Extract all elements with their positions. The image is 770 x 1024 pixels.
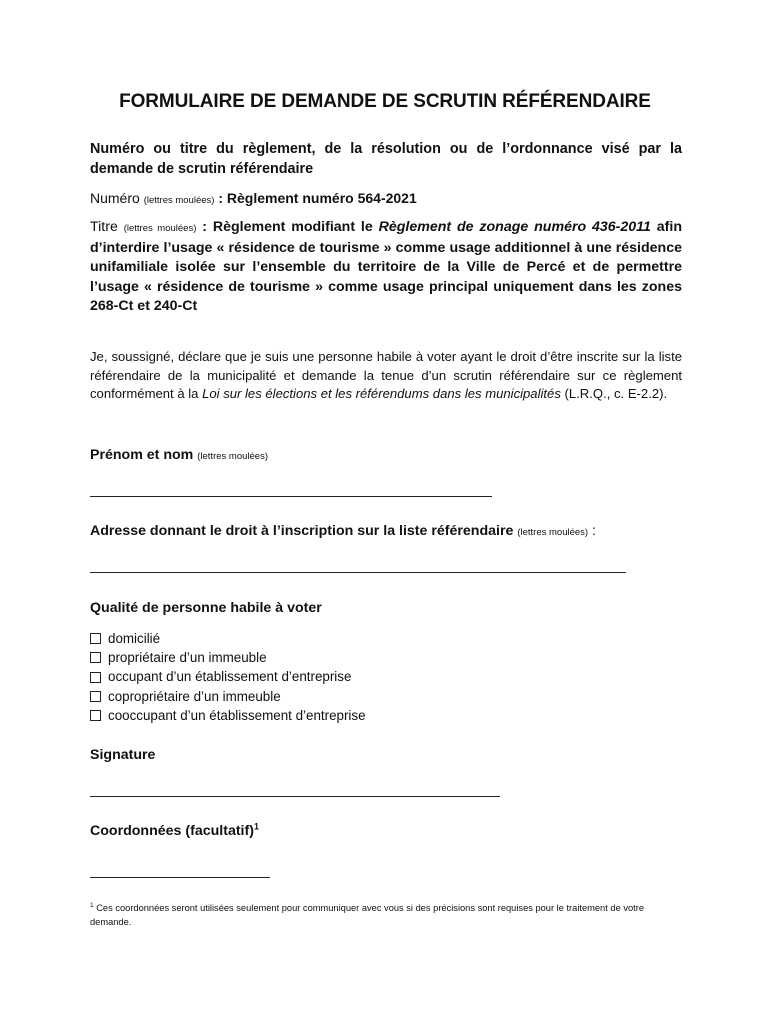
check-label: propriétaire d’un immeuble	[108, 650, 267, 666]
lettres-moulees-note: (lettres moulées)	[197, 451, 268, 462]
check-label: cooccupant d’un établissement d’entreprise	[108, 707, 366, 723]
checkbox[interactable]	[90, 691, 101, 702]
adresse-colon: :	[588, 523, 596, 539]
check-item-cooccupant[interactable]	[90, 706, 366, 725]
regulation-number-line	[90, 190, 682, 206]
name-field-label	[90, 447, 682, 463]
check-item-proprietaire[interactable]	[90, 648, 366, 667]
check-item-domicilie[interactable]	[90, 629, 366, 648]
lettres-moulees-note: (lettres moulées)	[123, 223, 197, 234]
adresse-label: Adresse donnant le droit à l’inscription sur la liste référendaire	[90, 523, 514, 539]
check-item-coproprietaire[interactable]	[90, 687, 366, 706]
numero-separator: :	[214, 190, 227, 206]
lettres-moulees-note: (lettres moulées)	[143, 195, 215, 206]
titre-label: Titre	[90, 219, 118, 235]
form-title: FORMULAIRE DE DEMANDE DE SCRUTIN RÉFÉRENDAIRE	[119, 91, 651, 112]
declaration-paragraph	[90, 348, 682, 404]
signature-label: Signature	[90, 747, 156, 763]
footnote-text: Ces coordonnées seront utilisées seulement pour communiquer avec vous si des précisions sont requises pour le traitement de votre demande.	[90, 903, 644, 927]
checkbox[interactable]	[90, 710, 101, 721]
numero-label: Numéro	[90, 190, 140, 206]
prenom-label: Prénom et nom	[90, 447, 194, 463]
check-item-occupant[interactable]	[90, 667, 366, 686]
name-input-line[interactable]	[90, 496, 492, 497]
regulation-subheading: Numéro ou titre du règlement, de la résolution ou de l’ordonnance visé par la demande de scrutin référendaire	[90, 141, 682, 177]
footnote-separator	[90, 877, 270, 878]
footnote-number: 1	[90, 901, 94, 909]
footnote	[90, 901, 685, 929]
regulation-title-paragraph	[90, 218, 682, 317]
titre-separator: :	[196, 219, 213, 235]
titre-text-part1: Règlement modifiant le	[212, 219, 379, 235]
checkbox[interactable]	[90, 652, 101, 663]
contact-info-label	[90, 823, 682, 839]
declaration-law-title: Loi sur les élections et les référendums dans les municipalités	[202, 386, 561, 402]
declaration-part2: (L.R.Q., c. E-2.2).	[560, 386, 668, 402]
checkbox[interactable]	[90, 672, 101, 683]
titre-text-part2: afin d’interdire l’usage « résidence de tourisme » comme usage additionnel à une résidence unifamiliale isolée sur l’ensemble du territoire de la Ville de Percé et de permettre l’usage « résidence de tourisme » comme usage principal uniquement dans les zones 268-Ct et 240-Ct	[90, 219, 682, 314]
address-field-label	[90, 523, 682, 539]
coord-label: Coordonnées (facultatif)	[90, 823, 254, 839]
footnote-ref: 1	[253, 821, 259, 832]
numero-value: Règlement numéro 564-2021	[226, 190, 417, 206]
titre-text-italic: Règlement de zonage numéro 436-2011	[378, 219, 651, 235]
check-label: occupant d’un établissement d’entreprise	[108, 669, 352, 685]
check-label: domicilié	[108, 631, 161, 646]
declaration-part1: Je, soussigné, déclare que je suis une personne habile à voter ayant le droit d’être inscrite sur la liste référendaire de la municipalité et demande la tenue d’un scrutin référendaire sur ce règlement conformément à la	[90, 349, 682, 402]
lettres-moulees-note: (lettres moulées)	[517, 527, 589, 538]
check-label: copropriétaire d’un immeuble	[108, 688, 281, 704]
checkbox[interactable]	[90, 633, 101, 644]
signature-input-line[interactable]	[90, 796, 500, 797]
address-input-line[interactable]	[90, 572, 626, 573]
voter-quality-checklist	[90, 629, 366, 725]
voter-quality-label: Qualité de personne habile à voter	[90, 600, 322, 616]
